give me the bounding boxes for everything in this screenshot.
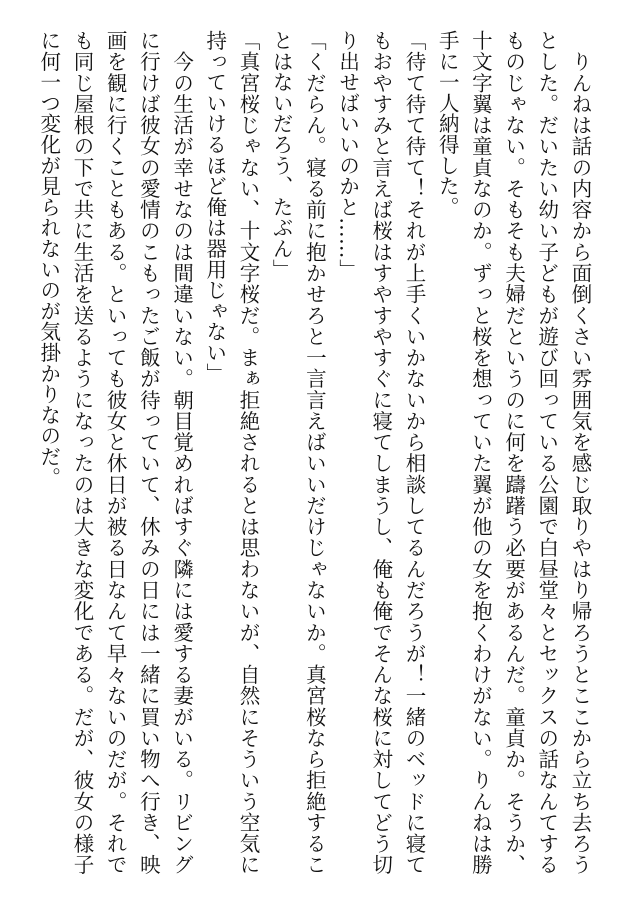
paragraph-narration-2: 今の生活が幸せなのは間違いない。朝目覚めればすぐ隣には愛する妻がいる。リビングに行けば彼女の愛情のこもったご飯が待っていて、休みの日には一緒に買い物へ行き、映画を観に行くこともある。といっても彼女と休日が被る日なんて早々ないのだが。それでも同じ屋根の下で共に生活を送るようになったのは大きな変化である。だが、彼女の様子に何一つ変化が見られないのが気掛かりなのだ。 (36, 30, 194, 875)
paragraph-dialogue-3: 「真宮桜じゃない、十文字桜だ。まぁ拒絶されるとは思わないが、自然にそういう空気に持っていけるほど俺は器用じゃない」 (202, 30, 260, 875)
paragraph-narration-1: りんねは話の内容から面倒くさい雰囲気を感じ取りやはり帰ろうとここから立ち去ろうとした。だいたい幼い子どもが遊び回っている公園で白昼堂々とセックスの話なんてするものじゃない。そもそも夫婦だというのに何を躊躇う必要があるんだ。童貞か。そうか、十文字翼は童貞なのか。ずっと桜を想っていた翼が他の女を抱くわけがない。りんねは勝手に一人納得した。 (435, 30, 592, 875)
vertical-text-body (26, 30, 596, 875)
paragraph-dialogue-1: 「待て待て待て！それが上手くいかないから相談してるんだろうが！一緒のベッドに寝てもおやすみと言えば桜はすやすやすぐに寝てしまうし、俺も俺でそんな桜に対してどう切り出せばいいのかと……」 (335, 30, 426, 875)
paragraph-dialogue-2: 「くだらん。寝る前に抱かせろと一言言えばいいだけじゃないか。真宮桜なら拒絶することはないだろう、たぶん」 (269, 30, 327, 875)
